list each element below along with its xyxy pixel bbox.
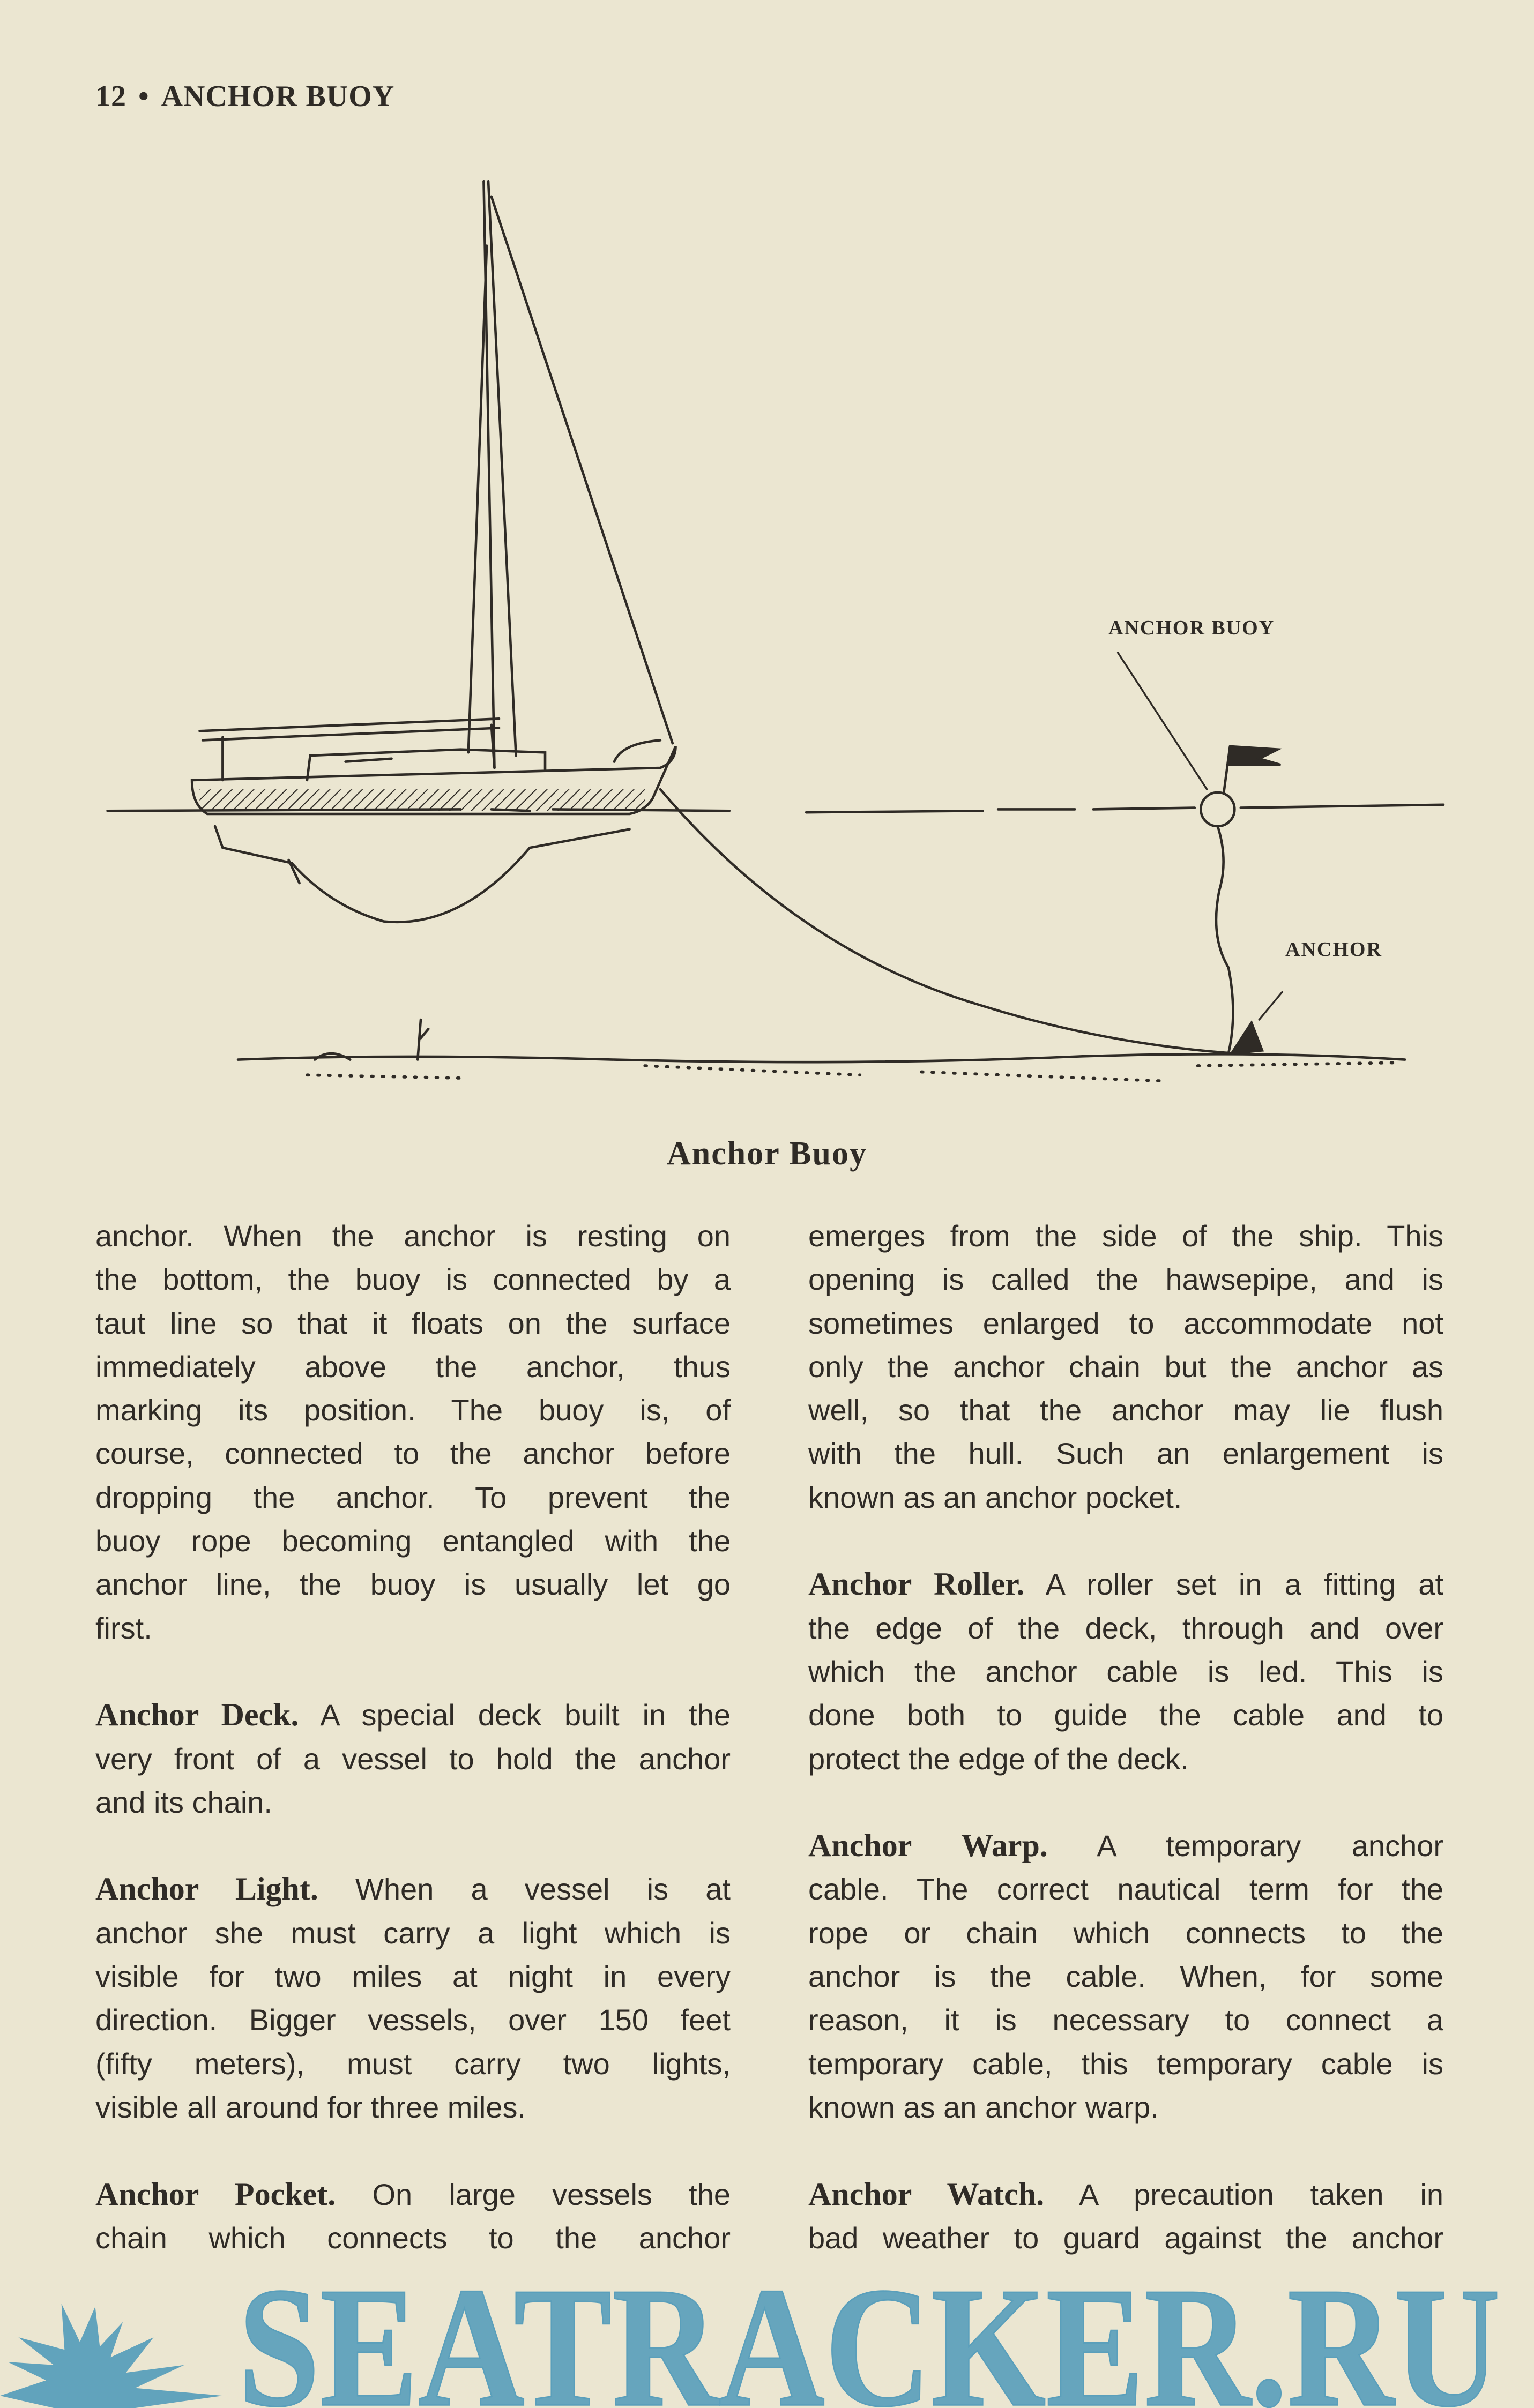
text-line: done both to guide the cable and to [808, 1698, 1443, 1732]
text-line: known as an anchor pocket. [808, 1480, 1182, 1514]
text-line: which the anchor cable is led. This is [808, 1654, 1443, 1688]
text-line: the bottom, the buoy is connected by a [95, 1262, 731, 1297]
entry-term: Anchor Light. [95, 1871, 318, 1907]
text-line: taut line so that it floats on the surface [95, 1306, 731, 1340]
text-line: immediately above the anchor, thus [95, 1349, 731, 1384]
text-line: bad weather to guard against the anchor [808, 2220, 1443, 2255]
text-line: temporary cable, this temporary cable is [808, 2046, 1443, 2081]
entry-text: A precaution taken in [1044, 2177, 1443, 2211]
text-line: anchor. When the anchor is resting on [95, 1219, 731, 1253]
entry-term: Anchor Pocket. [95, 2176, 336, 2212]
entry-text: When a vessel is at [318, 1872, 731, 1906]
watermark-text: SEATRACKER.RU [238, 2252, 1500, 2408]
entry-text: A special deck built in the [299, 1698, 731, 1732]
text-line: first. [95, 1611, 152, 1645]
text-line: sometimes enlarged to accommodate not [808, 1306, 1443, 1340]
text-line: anchor she must carry a light which is [95, 1916, 731, 1950]
text-line: well, so that the anchor may lie flush [808, 1393, 1443, 1427]
text-line: only the anchor chain but the anchor as [808, 1349, 1443, 1384]
text-line: visible all around for three miles. [95, 2090, 526, 2124]
text-line: chain which connects to the anchor [95, 2220, 731, 2255]
text-line: reason, it is necessary to connect a [808, 2003, 1443, 2037]
entry-term: Anchor Deck. [95, 1697, 299, 1733]
figure-caption: Anchor Buoy [667, 1135, 867, 1172]
entry-text: A roller set in a fitting at [1024, 1567, 1443, 1602]
page-number: 12 [95, 80, 126, 113]
label-anchor: ANCHOR [1285, 938, 1382, 961]
text-line: very front of a vessel to hold the anchor [95, 1741, 731, 1776]
entry-term: Anchor Watch. [808, 2176, 1045, 2212]
entry-text: A temporary anchor [1047, 1829, 1444, 1863]
watermark-starburst-icon [0, 2304, 222, 2408]
label-anchor-buoy: ANCHOR BUOY [1108, 617, 1275, 639]
text-line: marking its position. The buoy is, of [95, 1393, 731, 1427]
text-line: direction. Bigger vessels, over 150 feet [95, 2003, 731, 2037]
text-line: the edge of the deck, through and over [808, 1611, 1443, 1645]
text-line: anchor is the cable. When, for some [808, 1960, 1443, 1994]
text-line: opening is called the hawsepipe, and is [808, 1262, 1443, 1297]
text-line: visible for two miles at night in every [95, 1960, 731, 1994]
text-line: rope or chain which connects to the [808, 1916, 1443, 1950]
header-separator: • [138, 80, 150, 113]
text-line: dropping the anchor. To prevent the [95, 1480, 731, 1514]
text-line: known as an anchor warp. [808, 2090, 1159, 2124]
text-line: protect the edge of the deck. [808, 1741, 1189, 1776]
entry-term: Anchor Warp. [808, 1828, 1048, 1864]
running-title: ANCHOR BUOY [161, 80, 395, 113]
text-line: and its chain. [95, 1785, 272, 1819]
text-line: emerges from the side of the ship. This [808, 1219, 1443, 1253]
text-line: (fifty meters), must carry two lights, [95, 2046, 731, 2081]
text-line: anchor line, the buoy is usually let go [95, 1567, 731, 1602]
entry-text: On large vessels the [336, 2177, 731, 2211]
entry-term: Anchor Roller. [808, 1566, 1025, 1602]
text-line: buoy rope becoming entangled with the [95, 1524, 731, 1558]
text-line: cable. The correct nautical term for the [808, 1872, 1443, 1906]
text-line: course, connected to the anchor before [95, 1437, 731, 1471]
text-line: with the hull. Such an enlargement is [808, 1437, 1443, 1471]
